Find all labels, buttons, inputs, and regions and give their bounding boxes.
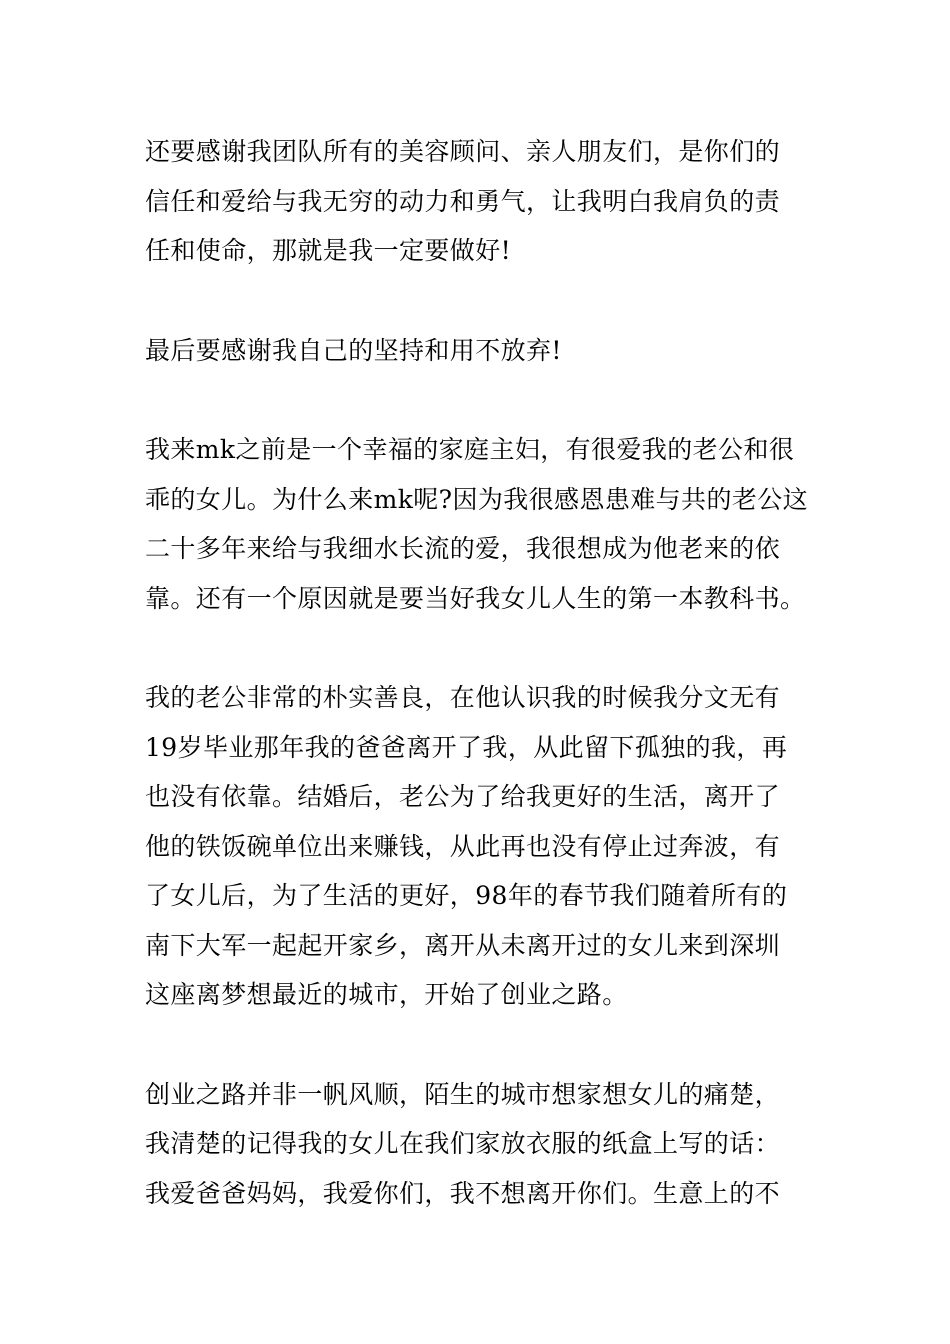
text-line: 19岁毕业那年我的爸爸离开了我，从此留下孤独的我，再 [145,732,788,762]
paragraph-thanks-team [145,127,815,276]
paragraph-before-mk [145,425,815,623]
text-line: 乖的女儿。为什么来mk呢?因为我很感恩患难与共的老公这 [145,484,809,514]
text-line: 了女儿后，为了生活的更好，98年的春节我们随着所有的 [145,881,788,910]
paragraph-thanks-self [145,326,815,376]
text-line: 靠。还有一个原因就是要当好我女儿人生的第一本教科书。 [145,583,806,613]
text-line: 创业之路并非一帆风顺，陌生的城市想家想女儿的痛楚， [145,1079,781,1109]
paragraph-husband-story [145,673,815,1020]
text-line: 我爱爸爸妈妈，我爱你们，我不想离开你们。生意上的不 [145,1178,781,1208]
text-line: 我来mk之前是一个幸福的家庭主妇，有很爱我的老公和很 [145,435,795,464]
text-line: 还要感谢我团队所有的美容顾问、亲人朋友们，是你们的 [145,137,781,166]
text-line: 最后要感谢我自己的坚持和用不放弃! [145,335,562,365]
text-line: 这座离梦想最近的城市，开始了创业之路。 [145,980,628,1009]
text-line: 也没有依靠。结婚后，老公为了给我更好的生活，离开了 [145,782,781,811]
document-body [145,127,815,1268]
text-line: 我清楚的记得我的女儿在我们家放衣服的纸盒上写的话： [145,1129,781,1158]
text-line: 南下大军一起起开家乡，离开从未离开过的女儿来到深圳 [145,930,781,960]
text-line: 我的老公非常的朴实善良，在他认识我的时候我分文无有 [145,683,781,712]
text-line: 他的铁饭碗单位出来赚钱，从此再也没有停止过奔波，有 [145,831,781,861]
text-line: 信任和爱给与我无穷的动力和勇气，让我明白我肩负的责 [145,186,781,216]
text-line: 二十多年来给与我细水长流的爱，我很想成为他老来的依 [145,534,781,563]
text-line: 任和使命，那就是我一定要做好! [145,236,512,265]
paragraph-startup-road [145,1070,815,1219]
